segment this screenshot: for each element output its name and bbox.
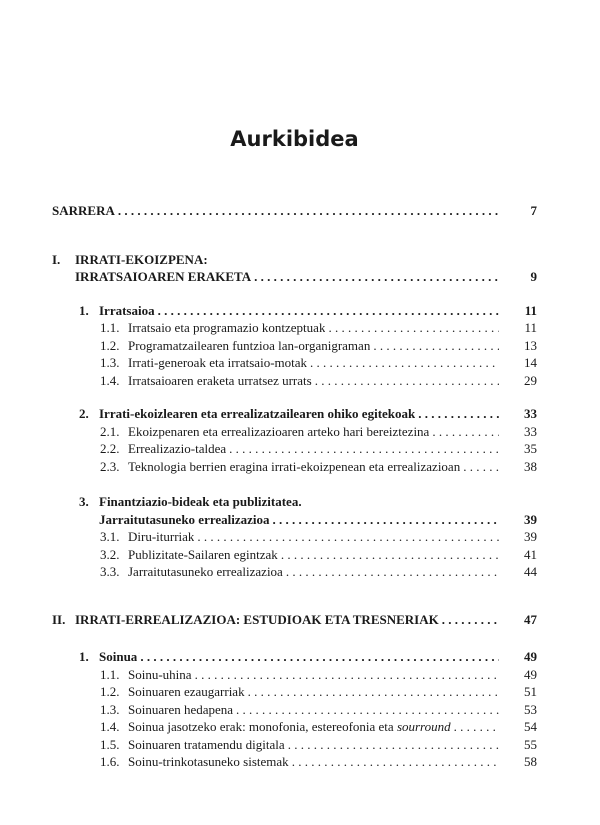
page-number: 58 (524, 754, 537, 769)
page-title: Aurkibidea (230, 127, 359, 151)
toc-row (52, 319, 537, 337)
dot-leader (137, 648, 499, 666)
entry-title: Teknologia berrien eragina irrati-ekoizpenean eta errealizazioan (128, 458, 461, 474)
dot-leader (194, 528, 499, 546)
dot-leader (233, 701, 499, 719)
page-number: 41 (524, 546, 537, 562)
entry-title: Programatzailearen funtzioa lan-organigraman (128, 337, 371, 353)
entry-number: 2.1. (100, 423, 120, 439)
toc-row (52, 563, 537, 581)
entry-number: 3.3. (100, 564, 120, 579)
dot-leader (251, 268, 499, 286)
entry-number: 2.3. (100, 458, 120, 474)
entry-title: Soinu-uhina (128, 666, 192, 682)
page-number: 38 (524, 458, 537, 474)
page-number: 39 (524, 529, 537, 544)
entry-title: Irratsaioa (99, 302, 155, 318)
toc-row (52, 268, 537, 286)
toc-row (52, 718, 537, 736)
entry-title: Errealizazio-taldea (128, 441, 227, 456)
entry-title: Finantziazio-bideak eta publizitatea. (99, 494, 302, 509)
page-number: 11 (524, 320, 537, 335)
dot-leader (429, 423, 499, 441)
entry-number: 3. (79, 494, 89, 509)
toc-row (52, 511, 537, 529)
page-number: 33 (524, 406, 537, 421)
entry-number: 1. (79, 302, 89, 318)
entry-title: Irratsaioaren eraketa urratsez urrats (128, 372, 312, 388)
dot-leader (245, 683, 499, 701)
entry-title: Soinua jasotzeko erak: monofonia, estereofonia eta sourround (128, 719, 451, 734)
toc-group (52, 302, 537, 390)
entry-title-italic: sourround (396, 719, 451, 734)
toc-row (52, 405, 537, 423)
dot-leader (115, 202, 499, 220)
entry-number: 1.3. (100, 355, 120, 370)
page-number: 49 (524, 649, 537, 664)
entry-number: 2. (79, 406, 89, 421)
toc-row (52, 458, 537, 476)
page-number: 7 (530, 203, 537, 218)
page-number: 11 (524, 302, 537, 318)
toc-row (52, 202, 537, 220)
dot-leader (192, 666, 499, 684)
entry-number: 1.2. (100, 684, 120, 699)
entry-title: Irrati-ekoizlearen eta errealizatzailearen ohiko egitekoak (99, 406, 416, 421)
entry-number: 1. (79, 649, 89, 664)
dot-leader (289, 753, 499, 771)
entry-number: 2.2. (100, 441, 120, 456)
dot-leader (285, 736, 499, 754)
dot-leader (325, 319, 499, 337)
entry-number: 1.4. (100, 719, 120, 734)
entry-title: Jarraitutasuneko errealizazioa (128, 564, 283, 579)
entry-title: Soinuaren hedapena (128, 701, 234, 717)
toc-row (52, 701, 537, 719)
dot-leader (439, 611, 499, 629)
page-number: 29 (524, 372, 537, 388)
page-number: 13 (524, 337, 537, 353)
dot-leader (460, 458, 499, 476)
entry-title: IRRATI-ERREALIZAZIOA: ESTUDIOAK ETA TRESNERIAK (75, 611, 439, 627)
entry-title: Diru-iturriak (128, 529, 195, 544)
toc-row (52, 337, 537, 355)
table-of-contents (52, 202, 537, 771)
dot-leader (451, 718, 499, 736)
entry-number: 1.1. (100, 666, 120, 682)
page-number: 9 (530, 269, 537, 284)
entry-number: 3.2. (100, 546, 120, 562)
toc-row (52, 302, 537, 320)
dot-leader (226, 440, 499, 458)
toc-row (52, 753, 537, 771)
entry-number: I. (52, 251, 61, 267)
toc-group (52, 202, 537, 220)
toc-group (52, 493, 537, 581)
dot-leader (270, 511, 499, 529)
page-number: 33 (524, 423, 537, 439)
entry-title: Soinu-trinkotasuneko sistemak (128, 754, 289, 769)
entry-title: IRRATSAIOAREN ERAKETA (75, 269, 252, 284)
entry-number: 1.4. (100, 372, 120, 388)
toc-row (52, 683, 537, 701)
toc-row (52, 546, 537, 564)
page-number: 39 (524, 511, 537, 527)
entry-title: Irrati-generoak eta irratsaio-motak (128, 355, 308, 370)
toc-group (52, 251, 537, 286)
dot-leader (312, 372, 499, 390)
page-number: 35 (524, 441, 537, 456)
dot-leader (307, 354, 499, 372)
dot-leader (370, 337, 499, 355)
toc-row (52, 440, 537, 458)
page-number: 51 (524, 684, 537, 699)
toc-group (52, 648, 537, 771)
toc-group (52, 611, 537, 629)
toc-row (52, 493, 537, 511)
toc-row (52, 648, 537, 666)
page-number: 44 (524, 564, 537, 579)
entry-title: Soinuaren ezaugarriak (128, 684, 245, 699)
page-number: 54 (524, 719, 537, 734)
toc-row (52, 666, 537, 684)
entry-title: Publizitate-Sailaren egintzak (128, 546, 278, 562)
entry-number: 1.1. (100, 320, 120, 335)
entry-number: 3.1. (100, 529, 120, 544)
toc-row (52, 528, 537, 546)
dot-leader (155, 302, 499, 320)
entry-number: 1.2. (100, 337, 120, 353)
toc-row (52, 423, 537, 441)
entry-number: 1.6. (100, 754, 120, 769)
entry-title: SARRERA (52, 203, 115, 218)
toc-group (52, 405, 537, 475)
toc-row (52, 372, 537, 390)
page-number: 14 (524, 355, 537, 370)
toc-row (52, 354, 537, 372)
toc-row (52, 736, 537, 754)
entry-title: Ekoizpenaren eta errealizazioaren arteko hari bereiztezina (128, 423, 430, 439)
entry-number: 1.3. (100, 701, 120, 717)
page-number: 53 (524, 701, 537, 717)
page-number: 49 (524, 666, 537, 682)
page-number: 47 (524, 611, 537, 627)
entry-title: Jarraitutasuneko errealizazioa (99, 511, 270, 527)
toc-row (52, 251, 537, 269)
dot-leader (283, 563, 499, 581)
entry-title: Soinua (99, 649, 138, 664)
entry-title: IRRATI-EKOIZPENA: (75, 251, 208, 267)
entry-title: Irratsaio eta programazio kontzeptuak (128, 320, 326, 335)
dot-leader (278, 546, 499, 564)
page-number: 55 (524, 736, 537, 752)
entry-number: II. (52, 611, 66, 627)
dot-leader (415, 405, 499, 423)
toc-row (52, 611, 537, 629)
entry-number: 1.5. (100, 736, 120, 752)
entry-title: Soinuaren tratamendu digitala (128, 736, 285, 752)
